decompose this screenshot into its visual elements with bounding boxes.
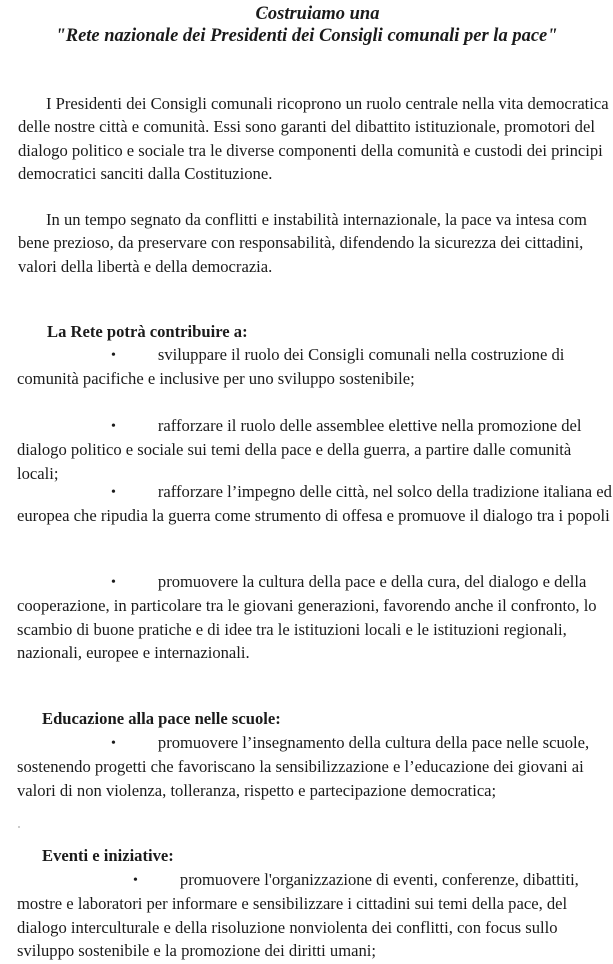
intro-paragraph-1: I Presidenti dei Consigli comunali ricoprono un ruolo centrale nella vita democratica delle nostre città e comunità. Essi sono garanti del dibattito istituzionale, promotori del dialogo politico e sociale tra le diverse componenti della comunità e custodi dei principi democratici sanciti dalla Costituzione. (18, 94, 609, 183)
bullet-icon: • (111, 736, 116, 751)
list-item-eventi-1 (17, 868, 613, 963)
list-item-rete-3 (17, 480, 613, 528)
list-item-rete-4 (17, 570, 613, 665)
title-line-1: Costruiamo una (255, 4, 380, 24)
title-line-2: "Rete nazionale dei Presidenti dei Consigli comunali per la pace" (55, 26, 558, 46)
bullet-icon: • (111, 419, 116, 434)
list-item-scuole-1 (17, 731, 613, 802)
list-item-rete-2 (17, 414, 613, 485)
list-item-text: promuovere la cultura della pace e della cura, del dialogo e della cooperazione, in particolare tra le giovani generazioni, favorendo anche il confronto, lo scambio di buone pratiche e di idee tra le istituzioni locali e le istituzioni regionali, nazionali, europee e internazionali. (17, 572, 597, 663)
intro-paragraph-2: In un tempo segnato da conflitti e instabilità internazionale, la pace va intesa com bene prezioso, da preservare con responsabilità, difendendo la sicurezza dei cittadini, valori della libertà e della democrazia. (18, 210, 587, 276)
bullet-icon: • (133, 873, 138, 888)
list-item-text: promuovere l'organizzazione di eventi, conferenze, dibattiti, mostre e laboratori per informare e sensibilizzare i cittadini sui temi della pace, del dialogo interculturale e della risoluzione nonviolenta dei conflitti, con focus sullo sviluppo sostenibile e la promozione dei diritti umani; (17, 870, 579, 961)
section-heading-rete: La Rete potrà contribuire a: (47, 322, 248, 341)
bullet-icon: • (111, 485, 116, 500)
scan-speck (18, 826, 20, 828)
list-item-rete-1 (17, 343, 613, 391)
bullet-icon: • (111, 575, 116, 590)
list-item-text: rafforzare il ruolo delle assemblee elettive nella promozione del dialogo politico e sociale sui temi della pace e della guerra, a partire dalle comunità locali; (17, 416, 582, 483)
list-item-text: sviluppare il ruolo dei Consigli comunali nella costruzione di comunità pacifiche e inclusive per uno sviluppo sostenibile; (17, 345, 565, 389)
section-heading-scuole: Educazione alla pace nelle scuole: (42, 709, 281, 728)
list-item-text: rafforzare l’impegno delle città, nel solco della tradizione italiana ed europea che ripudia la guerra come strumento di offesa e promuove il dialogo tra i popoli (17, 482, 612, 526)
list-item-text: promuovere l’insegnamento della cultura della pace nelle scuole, sostenendo progetti che favoriscano la sensibilizzazione e l’educazione dei giovani ai valori di non violenza, tolleranza, rispetto e partecipazione democratica; (17, 733, 590, 800)
section-heading-eventi: Eventi e iniziative: (42, 846, 174, 865)
bullet-icon: • (111, 348, 116, 363)
